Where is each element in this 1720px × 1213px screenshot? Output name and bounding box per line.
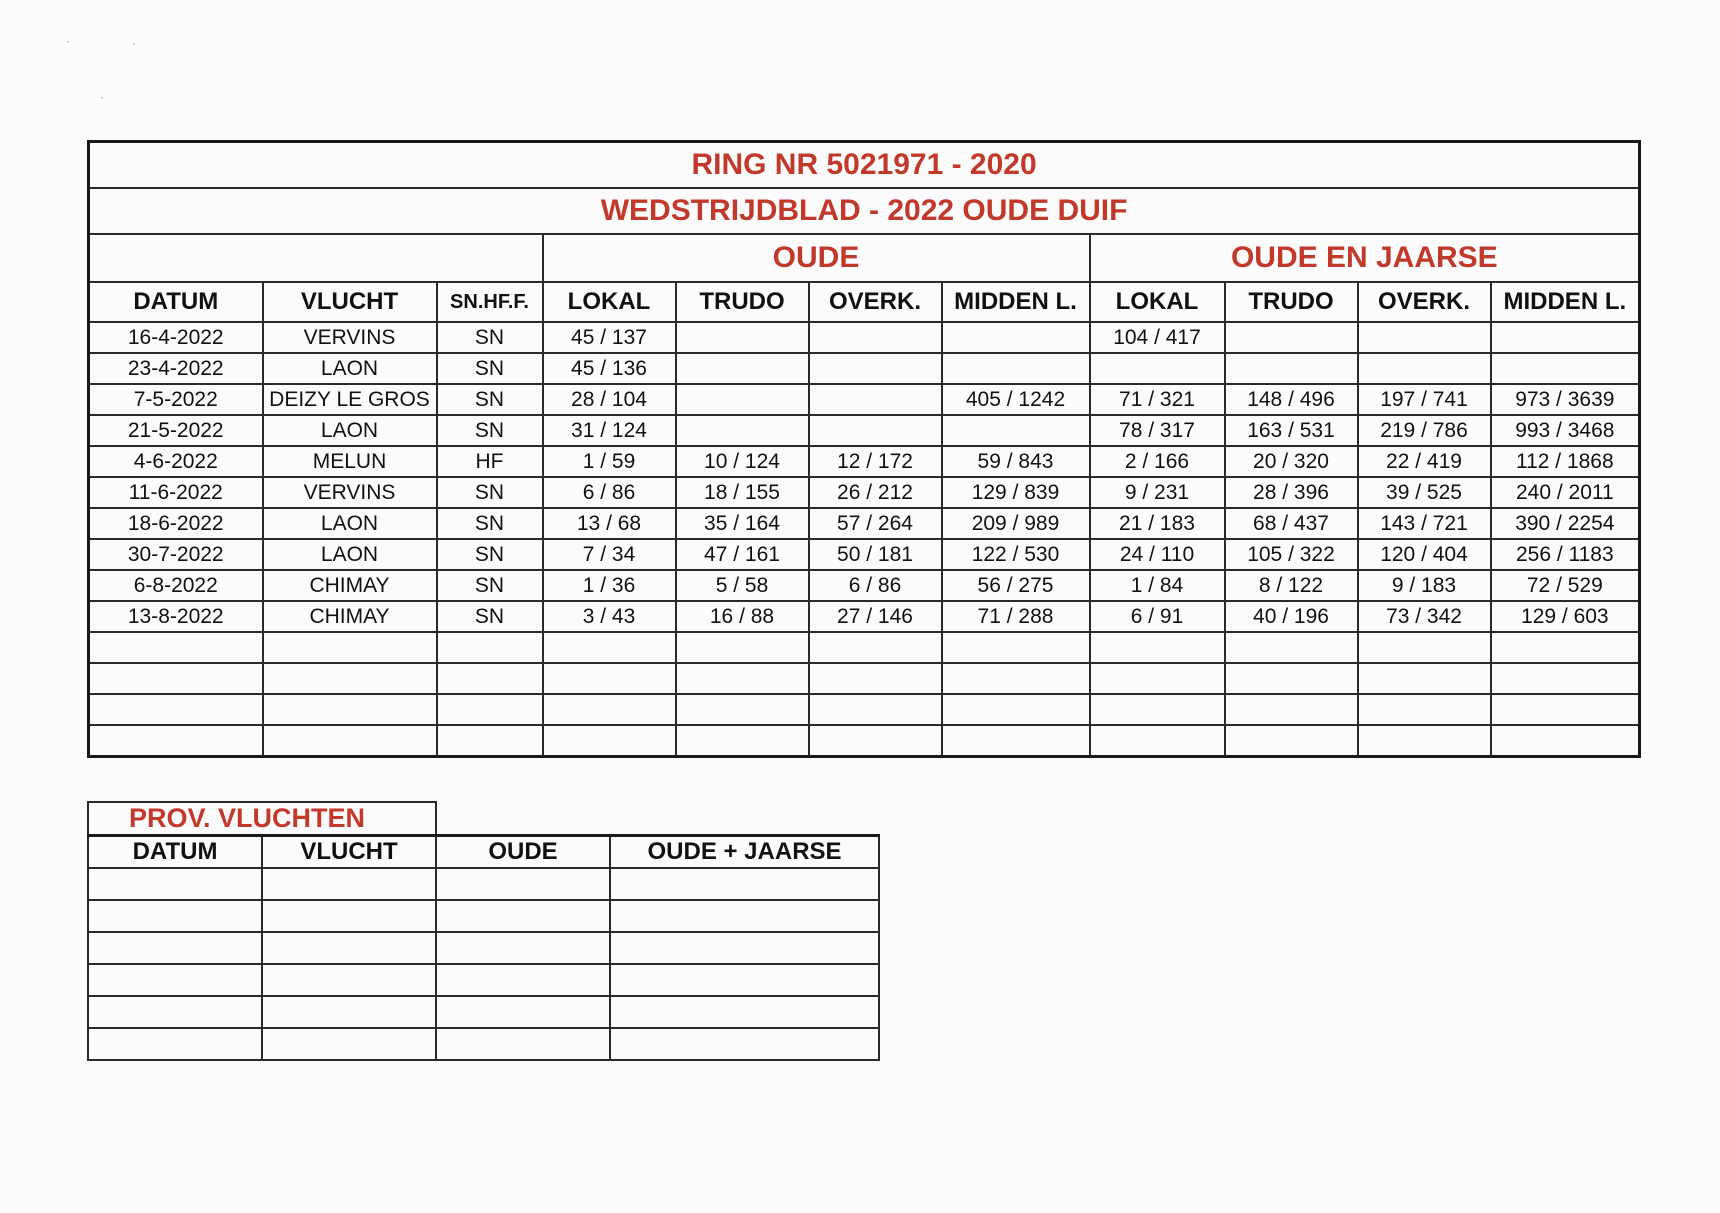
table-cell (809, 632, 942, 663)
table-cell (809, 415, 942, 446)
table-cell: 1 / 84 (1090, 570, 1225, 601)
table-cell (676, 632, 809, 663)
table-cell: 45 / 136 (543, 353, 676, 384)
prov-cell (436, 1028, 610, 1060)
table-cell (1090, 663, 1225, 694)
table-cell (1225, 663, 1358, 694)
table-cell (543, 725, 676, 757)
table-cell: 209 / 989 (942, 508, 1090, 539)
table-cell: 4-6-2022 (89, 446, 263, 477)
prov-cell (262, 868, 436, 900)
table-cell: 13-8-2022 (89, 601, 263, 632)
table-cell: 973 / 3639 (1491, 384, 1640, 415)
table-cell (1491, 322, 1640, 353)
table-cell: 6 / 91 (1090, 601, 1225, 632)
table-cell: 39 / 525 (1358, 477, 1491, 508)
table-row (89, 601, 1640, 632)
table-cell: 6 / 86 (809, 570, 942, 601)
table-cell: LAON (263, 508, 437, 539)
table-cell (89, 632, 263, 663)
table-cell (1358, 322, 1491, 353)
prov-column-header: DATUM (88, 836, 262, 869)
table-cell: CHIMAY (263, 570, 437, 601)
sheet-title: WEDSTRIJDBLAD - 2022 OUDE DUIF (89, 188, 1640, 234)
table-cell (1225, 353, 1358, 384)
table-cell: LAON (263, 415, 437, 446)
table-row (89, 415, 1640, 446)
table-cell: 59 / 843 (942, 446, 1090, 477)
scan-speck: · (66, 34, 70, 48)
table-cell: 1 / 36 (543, 570, 676, 601)
group-blank (89, 234, 543, 282)
table-cell: SN (437, 539, 543, 570)
table-cell: 16-4-2022 (89, 322, 263, 353)
table-cell (89, 725, 263, 757)
table-cell: 16 / 88 (676, 601, 809, 632)
prov-cell (436, 996, 610, 1028)
table-cell (942, 415, 1090, 446)
prov-cell (610, 932, 879, 964)
table-cell (437, 632, 543, 663)
table-cell (263, 663, 437, 694)
table-cell: 148 / 496 (1225, 384, 1358, 415)
prov-column-header: VLUCHT (262, 836, 436, 869)
table-cell (263, 632, 437, 663)
table-cell: 390 / 2254 (1491, 508, 1640, 539)
prov-cell (436, 964, 610, 996)
table-cell: 30-7-2022 (89, 539, 263, 570)
table-cell (89, 694, 263, 725)
table-cell (1491, 725, 1640, 757)
table-cell (1090, 725, 1225, 757)
table-cell: 129 / 603 (1491, 601, 1640, 632)
table-cell (942, 322, 1090, 353)
table-cell (1225, 632, 1358, 663)
prov-cell (88, 996, 262, 1028)
table-cell (942, 725, 1090, 757)
table-cell (942, 663, 1090, 694)
table-cell: 40 / 196 (1225, 601, 1358, 632)
column-header: TRUDO (1225, 282, 1358, 322)
table-cell (263, 694, 437, 725)
table-row (89, 384, 1640, 415)
column-header: MIDDEN L. (942, 282, 1090, 322)
table-cell: 105 / 322 (1225, 539, 1358, 570)
column-header: LOKAL (1090, 282, 1225, 322)
table-row (89, 353, 1640, 384)
table-cell (809, 322, 942, 353)
table-cell (1491, 632, 1640, 663)
table-cell: 7 / 34 (543, 539, 676, 570)
prov-cell (610, 868, 879, 900)
table-cell (437, 725, 543, 757)
table-cell (1358, 353, 1491, 384)
table-cell (942, 694, 1090, 725)
prov-header-row (88, 836, 879, 869)
table-cell (809, 353, 942, 384)
table-cell: SN (437, 384, 543, 415)
table-cell: 21 / 183 (1090, 508, 1225, 539)
table-cell: 10 / 124 (676, 446, 809, 477)
table-cell: 12 / 172 (809, 446, 942, 477)
table-cell: 6 / 86 (543, 477, 676, 508)
prov-cell (436, 868, 610, 900)
table-cell (676, 663, 809, 694)
table-cell: 71 / 321 (1090, 384, 1225, 415)
group-oude: OUDE (543, 234, 1090, 282)
prov-cell (436, 900, 610, 932)
results-table (87, 140, 1641, 758)
table-cell: 24 / 110 (1090, 539, 1225, 570)
table-cell: LAON (263, 539, 437, 570)
table-cell: SN (437, 570, 543, 601)
table-cell: 23-4-2022 (89, 353, 263, 384)
table-cell: 31 / 124 (543, 415, 676, 446)
table-cell: 21-5-2022 (89, 415, 263, 446)
column-header: MIDDEN L. (1491, 282, 1640, 322)
table-cell: 8 / 122 (1225, 570, 1358, 601)
table-row (89, 477, 1640, 508)
prov-cell (88, 900, 262, 932)
column-header: OVERK. (1358, 282, 1491, 322)
table-cell (676, 415, 809, 446)
table-cell (1491, 694, 1640, 725)
table-cell: 57 / 264 (809, 508, 942, 539)
table-cell (1225, 725, 1358, 757)
prov-cell (88, 964, 262, 996)
prov-body (88, 868, 879, 1060)
table-cell: SN (437, 415, 543, 446)
table-cell: 56 / 275 (942, 570, 1090, 601)
prov-cell (88, 868, 262, 900)
table-cell (809, 663, 942, 694)
table-cell (543, 663, 676, 694)
prov-cell (88, 932, 262, 964)
table-cell: 256 / 1183 (1491, 539, 1640, 570)
table-cell (1090, 694, 1225, 725)
prov-cell (262, 996, 436, 1028)
table-cell (1491, 663, 1640, 694)
table-cell: 13 / 68 (543, 508, 676, 539)
table-row (89, 632, 1640, 663)
table-cell (942, 632, 1090, 663)
table-row (89, 539, 1640, 570)
table-cell: 72 / 529 (1491, 570, 1640, 601)
table-cell: 163 / 531 (1225, 415, 1358, 446)
table-cell: SN (437, 477, 543, 508)
table-cell: 27 / 146 (809, 601, 942, 632)
table-cell (89, 663, 263, 694)
table-cell (543, 632, 676, 663)
results-body (89, 322, 1640, 757)
table-cell: 5 / 58 (676, 570, 809, 601)
table-cell: 7-5-2022 (89, 384, 263, 415)
table-cell: 120 / 404 (1358, 539, 1491, 570)
table-cell: 3 / 43 (543, 601, 676, 632)
column-header: TRUDO (676, 282, 809, 322)
prov-row (88, 964, 879, 996)
prov-cell (262, 1028, 436, 1060)
table-cell (809, 694, 942, 725)
prov-column-header: OUDE (436, 836, 610, 869)
column-header: SN.HF.F. (437, 282, 543, 322)
table-cell (1225, 322, 1358, 353)
table-cell (1358, 632, 1491, 663)
table-cell (676, 384, 809, 415)
table-cell (809, 384, 942, 415)
prov-title-blank (436, 802, 879, 836)
table-cell: SN (437, 601, 543, 632)
column-header: OVERK. (809, 282, 942, 322)
table-cell: 2 / 166 (1090, 446, 1225, 477)
table-cell: 71 / 288 (942, 601, 1090, 632)
table-cell: LAON (263, 353, 437, 384)
column-header: LOKAL (543, 282, 676, 322)
table-cell: 50 / 181 (809, 539, 942, 570)
table-row (89, 508, 1640, 539)
table-cell (1225, 694, 1358, 725)
table-cell: 6-8-2022 (89, 570, 263, 601)
prov-cell (610, 964, 879, 996)
prov-cell (610, 1028, 879, 1060)
prov-cell (88, 1028, 262, 1060)
table-cell: 1 / 59 (543, 446, 676, 477)
prov-column-header: OUDE + JAARSE (610, 836, 879, 869)
table-cell: 28 / 104 (543, 384, 676, 415)
table-cell: 143 / 721 (1358, 508, 1491, 539)
table-cell: DEIZY LE GROS (263, 384, 437, 415)
table-cell (1090, 353, 1225, 384)
table-cell: 78 / 317 (1090, 415, 1225, 446)
prov-cell (262, 900, 436, 932)
prov-cell (262, 932, 436, 964)
table-cell: 35 / 164 (676, 508, 809, 539)
table-cell: 20 / 320 (1225, 446, 1358, 477)
table-cell: 18 / 155 (676, 477, 809, 508)
scan-speck: · (100, 90, 104, 104)
table-cell (1358, 694, 1491, 725)
table-cell: 197 / 741 (1358, 384, 1491, 415)
column-header: DATUM (89, 282, 263, 322)
table-row (89, 663, 1640, 694)
table-row (89, 446, 1640, 477)
table-cell: 47 / 161 (676, 539, 809, 570)
table-cell (1358, 725, 1491, 757)
table-row (89, 694, 1640, 725)
table-cell (809, 725, 942, 757)
table-cell: 112 / 1868 (1491, 446, 1640, 477)
table-row (89, 570, 1640, 601)
table-cell (1491, 353, 1640, 384)
prov-cell (610, 996, 879, 1028)
table-cell: 22 / 419 (1358, 446, 1491, 477)
table-cell: 219 / 786 (1358, 415, 1491, 446)
table-cell: 9 / 231 (1090, 477, 1225, 508)
table-cell (676, 353, 809, 384)
table-cell: HF (437, 446, 543, 477)
scan-speck: · (132, 36, 136, 50)
table-cell: 18-6-2022 (89, 508, 263, 539)
table-cell: SN (437, 353, 543, 384)
ring-title: RING NR 5021971 - 2020 (89, 142, 1640, 189)
table-cell: 104 / 417 (1090, 322, 1225, 353)
table-cell (676, 694, 809, 725)
table-cell: 11-6-2022 (89, 477, 263, 508)
table-cell: VERVINS (263, 477, 437, 508)
table-cell: 28 / 396 (1225, 477, 1358, 508)
prov-row (88, 1028, 879, 1060)
column-header-row (89, 282, 1640, 322)
table-cell: SN (437, 322, 543, 353)
table-cell: SN (437, 508, 543, 539)
table-cell: VERVINS (263, 322, 437, 353)
table-cell (1358, 663, 1491, 694)
table-cell: 68 / 437 (1225, 508, 1358, 539)
table-cell: CHIMAY (263, 601, 437, 632)
column-header: VLUCHT (263, 282, 437, 322)
prov-row (88, 996, 879, 1028)
prov-row (88, 900, 879, 932)
group-oude-en-jaarse: OUDE EN JAARSE (1090, 234, 1640, 282)
prov-table (87, 801, 880, 1061)
prov-title: PROV. VLUCHTEN (88, 802, 436, 836)
table-cell (437, 663, 543, 694)
prov-cell (436, 932, 610, 964)
table-cell: 240 / 2011 (1491, 477, 1640, 508)
table-cell: 405 / 1242 (942, 384, 1090, 415)
table-cell (543, 694, 676, 725)
table-cell: 122 / 530 (942, 539, 1090, 570)
table-row (89, 322, 1640, 353)
table-cell (942, 353, 1090, 384)
table-cell: MELUN (263, 446, 437, 477)
prov-cell (262, 964, 436, 996)
table-cell (676, 725, 809, 757)
table-row (89, 725, 1640, 757)
table-cell: 129 / 839 (942, 477, 1090, 508)
table-cell: 26 / 212 (809, 477, 942, 508)
table-cell: 993 / 3468 (1491, 415, 1640, 446)
table-cell (676, 322, 809, 353)
table-cell: 73 / 342 (1358, 601, 1491, 632)
prov-cell (610, 900, 879, 932)
table-cell (263, 725, 437, 757)
prov-row (88, 868, 879, 900)
table-cell (1090, 632, 1225, 663)
table-cell (437, 694, 543, 725)
table-cell: 9 / 183 (1358, 570, 1491, 601)
prov-row (88, 932, 879, 964)
table-cell: 45 / 137 (543, 322, 676, 353)
